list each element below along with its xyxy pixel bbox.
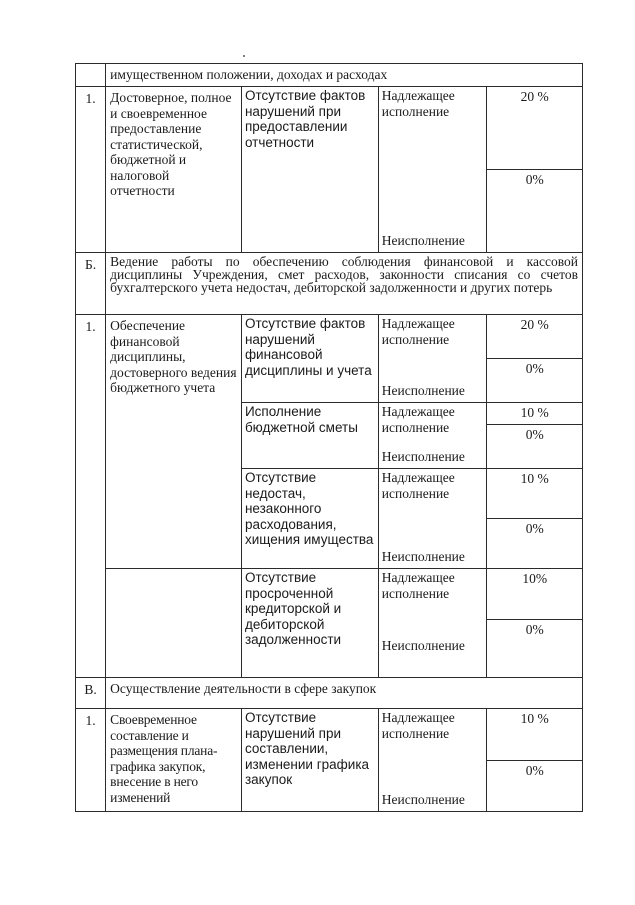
percent-non: 0% [487, 761, 583, 812]
condition-cell: Отсутствие фактов нарушений при предоставлении отчетности [241, 87, 378, 253]
result-proper: Надлежащее исполнение [381, 470, 455, 501]
section-number: В. [76, 678, 106, 709]
row-number: 1. [76, 87, 106, 253]
criterion-cell: Своевременное составление и размещения плана-графика закупок, внесение в него изменений [106, 709, 242, 812]
result-non: Неисполнение [381, 232, 465, 248]
table-row [76, 569, 583, 620]
result-non: Неисполнение [381, 637, 465, 653]
result-proper: Надлежащее исполнение [381, 88, 455, 119]
section-title: Ведение работы по обеспечению соблюдения финансовой и кассовой дисциплины Учреждения, смет расходов, законности списания со счетов бухгалтерского учета недостач, дебиторской задолженности и других потерь [106, 253, 583, 315]
condition-cell: Отсутствие просроченной кредиторской и дебиторской задолженности [241, 569, 378, 678]
result-cell [378, 87, 487, 253]
percent-non: 0% [487, 359, 583, 403]
section-title: Осуществление деятельности в сфере закупок [106, 678, 583, 709]
empty-cell [76, 64, 106, 87]
result-cell [378, 709, 487, 812]
result-proper: Надлежащее исполнение [381, 404, 455, 435]
result-proper: Надлежащее исполнение [381, 316, 455, 347]
result-cell [378, 315, 487, 403]
result-cell [378, 403, 487, 469]
criterion-cell: Обеспечение финансовой дисциплины, достоверного ведения бюджетного учета [106, 315, 242, 569]
result-cell [378, 569, 487, 678]
section-number: Б. [76, 253, 106, 315]
result-non: Неисполнение [381, 791, 465, 807]
result-proper: Надлежащее исполнение [381, 710, 455, 741]
percent-proper: 20 % [487, 87, 583, 170]
result-proper: Надлежащее исполнение [381, 570, 455, 601]
condition-cell: Отсутствие недостач, незаконного расходования, хищения имущества [241, 469, 378, 569]
table-row [76, 315, 583, 359]
percent-non: 0% [487, 170, 583, 253]
header-text: имущественном положении, доходах и расходах [106, 64, 583, 87]
condition-cell: Исполнение бюджетной сметы [241, 403, 378, 469]
row-number: 1. [76, 709, 106, 812]
percent-non: 0% [487, 620, 583, 678]
kpi-table [75, 63, 583, 812]
result-cell [378, 469, 487, 569]
condition-cell: Отсутствие нарушений при составлении, изменении графика закупок [241, 709, 378, 812]
empty-cell [106, 569, 242, 678]
result-non: Неисполнение [381, 382, 465, 398]
percent-proper: 10 % [487, 709, 583, 761]
row-number: 1. [76, 315, 106, 678]
condition-cell: Отсутствие фактов нарушений финансовой дисциплины и учета [241, 315, 378, 403]
section-row [76, 253, 583, 315]
result-non: Неисполнение [381, 448, 465, 464]
header-row [76, 64, 583, 87]
percent-non: 0% [487, 425, 583, 469]
table-row [76, 709, 583, 761]
percent-proper: 10 % [487, 469, 583, 519]
percent-non: 0% [487, 519, 583, 569]
table-row [76, 87, 583, 170]
percent-proper: 10% [487, 569, 583, 620]
percent-proper: 10 % [487, 403, 583, 425]
result-non: Неисполнение [381, 548, 465, 564]
section-row [76, 678, 583, 709]
criterion-cell: Достоверное, полное и своевременное предоставление статистической, бюджетной и налоговой отчетности [106, 87, 242, 253]
scan-dot [243, 55, 245, 57]
percent-proper: 20 % [487, 315, 583, 359]
